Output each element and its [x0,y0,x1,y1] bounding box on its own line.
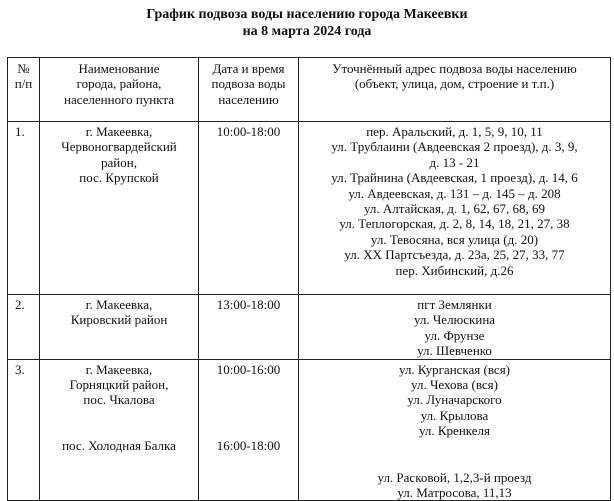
address-line: ул. Шевченко [417,343,492,359]
row-address [299,359,611,501]
address-line: ул. XX Партсъезда, д. 23а, 25, 27, 33, 77 [344,247,565,263]
place-line: г. Макеевка, [85,297,153,312]
address-line: пер. Аральский, д. 1, 5, 9, 10, 11 [366,124,543,139]
time-spacer [199,408,298,438]
row-time: 10:00-18:00 [199,122,299,295]
title-line-1: График подвоза воды населению города Макеевки [146,7,468,22]
place-line: г. Макеевка, [85,124,153,139]
address-line: ул. Алтайская, д. 1, 62, 67, 68, 69 [363,201,546,217]
row-time: 13:00-18:00 [199,295,299,360]
document-title [0,6,614,40]
title-line-2: на 8 марта 2024 года [242,24,372,39]
address-line: пер. Хибинский, д.26 [395,262,514,278]
row-address [299,122,611,295]
place-line: пос. Крупской [79,170,159,186]
address-spacer [299,439,610,470]
header-time-line: Дата и время [212,61,285,76]
row-address [299,295,611,360]
row-place [40,359,199,501]
address-line-sub: ул. Расковой, 1,2,3-й проезд [377,469,532,485]
time-spacer [199,377,298,392]
table-header-row [8,58,611,122]
time-spacer [199,392,298,407]
water-schedule-table [7,57,611,501]
address-line: д. 13 - 21 [429,154,480,170]
place-line: район, [101,154,137,170]
address-line: ул. Фрунзе [424,327,485,343]
header-num-line: № [17,61,30,76]
table-row [8,122,611,295]
header-address-line: Уточнённый адрес подвоза воды населению [332,61,577,76]
place-line: Горняцкий район, [69,377,169,393]
address-line: ул. Тевосяна, вся улица (д. 20) [370,231,539,247]
place-line: пос. Чкалова [83,392,155,408]
row-place [40,122,199,295]
address-line: ул. Авдеевская, д. 131 – д. 145 – д. 208 [348,185,561,201]
time-line-sub: 16:00-18:00 [216,437,281,453]
time-line: 10:00-16:00 [216,361,281,377]
row-time [199,359,299,501]
header-place-line: населенного пункта [63,91,175,107]
row-place [40,295,199,360]
row-num: 2. [8,295,40,360]
place-line: Кировский район [70,312,168,328]
address-line: ул. Крылова [420,407,489,423]
header-place-line: Наименование [78,61,160,76]
address-line: ул. Трублаини (Авдеевская 2 проезд), д. 3, 9, [331,139,578,155]
header-time-line: населению [218,91,279,107]
table-row [8,295,611,360]
place-line: г. Макеевка, [85,361,153,377]
address-line: ул. Трайнина (Авдеевская, 1 проезд), д. 14, 6 [331,170,578,186]
place-spacer [40,408,198,438]
row-num: 1. [8,122,40,295]
place-line-sub: пос. Холодная Балка [62,437,176,453]
header-place-line: города, района, [76,76,162,92]
table-row [8,359,611,501]
header-time-line: подвоза воды [211,76,286,92]
address-line: ул. Кренкеля [418,423,491,439]
address-line: ул. Луначарского [407,392,502,408]
address-line-sub: ул. Матросова, 11,13 [397,485,512,501]
row-num: 3. [8,359,40,501]
address-line: ул. Чехова (вся) [411,377,498,393]
header-place [40,58,199,122]
address-line: пгт Землянки [417,297,492,312]
address-line: ул. Челюскина [413,312,496,328]
header-num [8,58,40,122]
header-address [299,58,611,122]
header-time [199,58,299,122]
place-line: Червоногвардейский [61,139,177,155]
header-num-line: п/п [14,76,33,92]
address-line: ул. Теплогорская, д. 2, 8, 14, 18, 21, 27, 38 [339,216,570,232]
header-address-line: (объект, улица, дом, строение и т.п.) [354,76,555,92]
address-line: ул. Курганская (вся) [398,361,511,377]
